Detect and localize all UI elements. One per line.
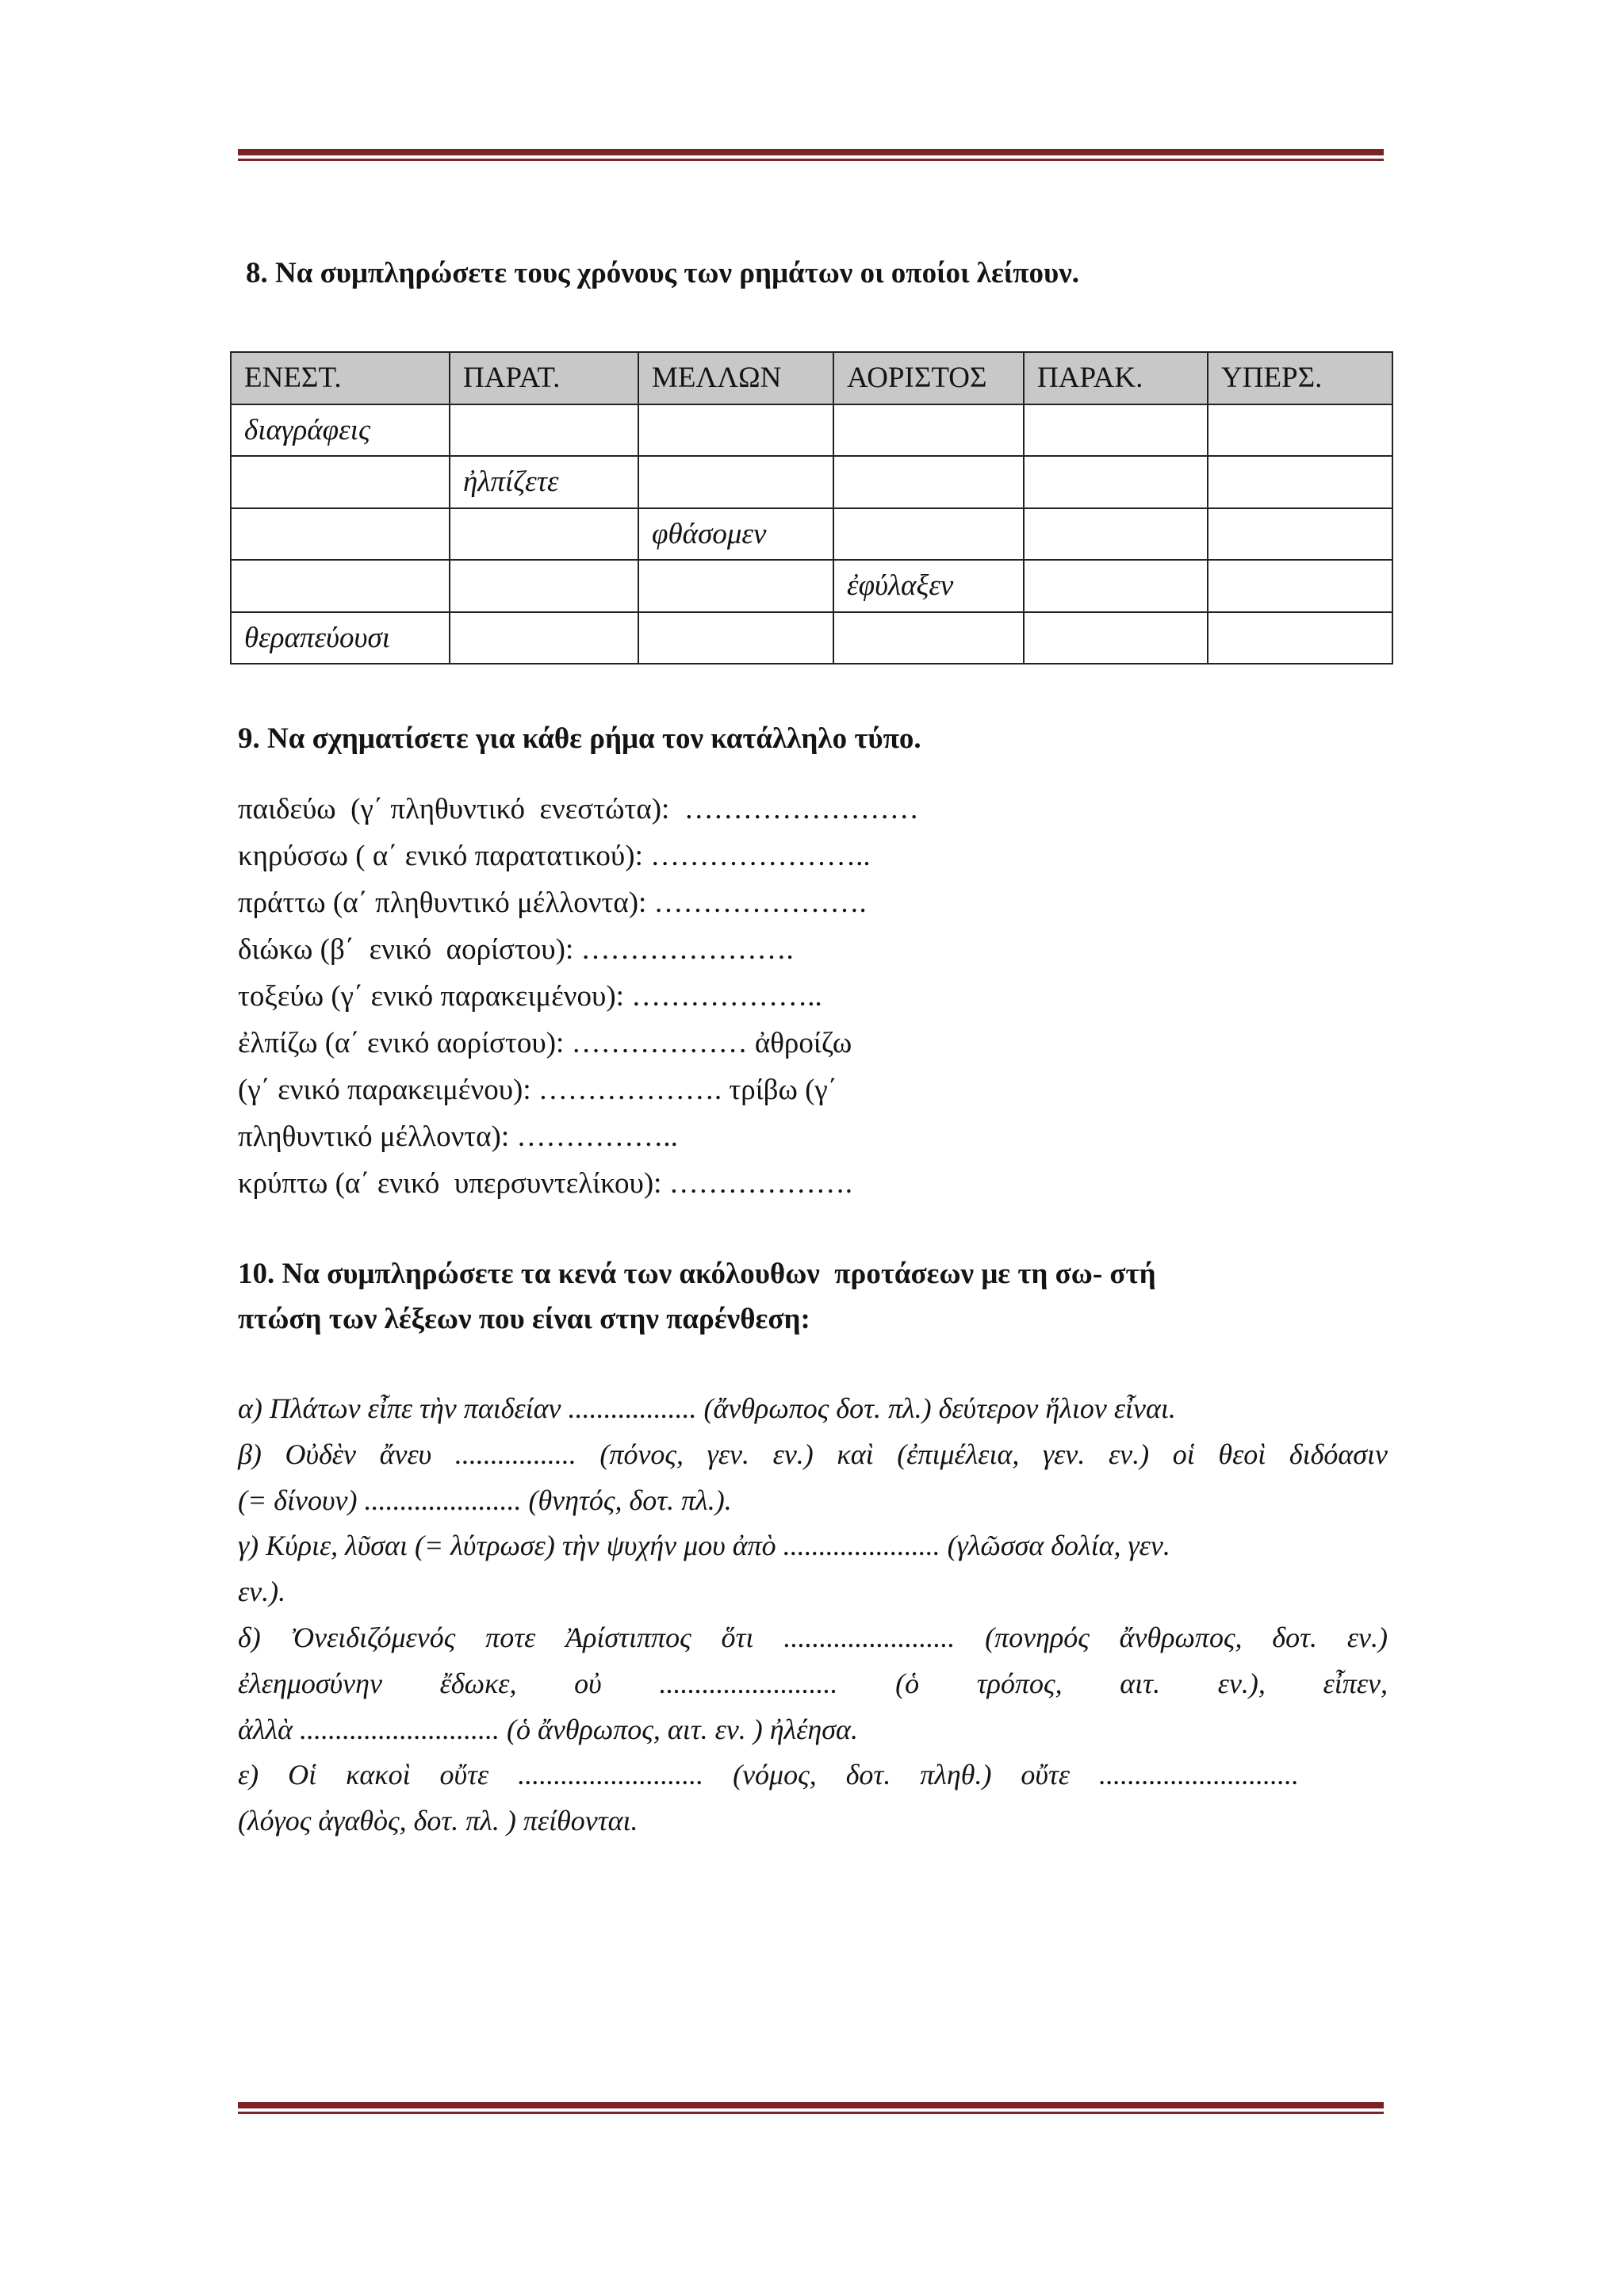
table-cell [1024, 404, 1208, 457]
exercise-9-line: κηρύσσω ( α΄ ενικό παρατατικού): ………………….. [238, 840, 871, 872]
table-header-cell: ΕΝΕΣΤ. [231, 352, 450, 404]
table-cell [231, 508, 450, 561]
exercise-9-line: διώκω (β΄ ενικό αορίστου): …………………. [238, 933, 794, 966]
table-cell: θεραπεύουσι [231, 612, 450, 664]
table-header-cell: ΥΠΕΡΣ. [1208, 352, 1392, 404]
table-header-cell: ΠΑΡΑΤ. [450, 352, 638, 404]
table-cell [1024, 456, 1208, 508]
exercise-9-line: παιδεύω (γ΄ πληθυντικό ενεστώτα): …………………… [238, 793, 919, 825]
table-cell [833, 508, 1024, 561]
exercise-9-line: πληθυντικό μέλλοντα): …………….. [238, 1120, 678, 1153]
table-cell [833, 456, 1024, 508]
table-cell [833, 404, 1024, 457]
table-row [231, 404, 1392, 457]
table-row [231, 560, 1392, 612]
exercise-10-line: εν.). [238, 1576, 286, 1608]
exercise-10-line: γ) Κύριε, λῦσαι (= λύτρωσε) τὴν ψυχήν μου ἀπὸ ...................... (γλῶσσα δολία, γεν. [238, 1530, 1170, 1562]
table-cell [1024, 612, 1208, 664]
table-header-cell: ΑΟΡΙΣΤΟΣ [833, 352, 1024, 404]
table-header-cell: ΠΑΡΑΚ. [1024, 352, 1208, 404]
table-cell [638, 404, 833, 457]
table-cell [1024, 508, 1208, 561]
exercise-10-line: (λόγος ἀγαθὸς, δοτ. πλ. ) πείθονται. [238, 1805, 638, 1837]
exercise-10-line: ἐλεημοσύνην ἔδωκε, οὐ ......................... (ὁ τρόπος, αιτ. εν.), εἶπεν, [238, 1667, 1388, 1699]
table-cell [1208, 404, 1392, 457]
exercise-9-line: κρύπτω (α΄ ενικό υπερσυντελίκου): ………………. [238, 1167, 852, 1200]
table-cell [231, 456, 450, 508]
exercise-10-heading-line: 10. Να συμπληρώσετε τα κενά των ακόλουθων προτάσεων με τη σω- στή [238, 1258, 1156, 1290]
exercise-10-body [238, 1386, 1388, 1844]
bottom-decorative-rule [238, 2102, 1384, 2114]
table-cell [450, 508, 638, 561]
exercise-9-line: (γ΄ ενικό παρακειμένου): ………………. τρίβω (γ΄ [238, 1074, 838, 1106]
table-header-row [231, 352, 1392, 404]
table-cell [450, 612, 638, 664]
exercise-9-line: ἐλπίζω (α΄ ενικό αορίστου): ……………… ἀθροίζω [238, 1027, 852, 1059]
table-cell [638, 560, 833, 612]
exercise-10-line: ε) Οἱ κακοὶ οὔτε .......................... (νόμος, δοτ. πληθ.) οὔτε ............................ [238, 1759, 1299, 1791]
table-row [231, 456, 1392, 508]
table-cell [231, 560, 450, 612]
exercise-10-heading-line: πτώση των λέξεων που είναι στην παρένθεση: [238, 1303, 810, 1335]
table-cell: ἠλπίζετε [450, 456, 638, 508]
table-row [231, 508, 1392, 561]
table-cell [1208, 560, 1392, 612]
exercise-10-heading [238, 1251, 1388, 1342]
table-header-cell: ΜΕΛΛΩΝ [638, 352, 833, 404]
table-row [231, 612, 1392, 664]
table-cell [1208, 612, 1392, 664]
table-cell: ἐφύλαξεν [833, 560, 1024, 612]
top-decorative-rule [238, 149, 1384, 161]
exercise-10-line: (= δίνουν) ...................... (θνητός, δοτ. πλ.). [238, 1484, 732, 1516]
table-cell [638, 456, 833, 508]
table-cell [1208, 456, 1392, 508]
exercise-9-line: πράττω (α΄ πληθυντικό μέλλοντα): …………………. [238, 887, 867, 919]
table-cell [1024, 560, 1208, 612]
exercise-10-line: β) Οὐδὲν ἄνευ ................. (πόνος, γεν. εν.) καὶ (ἐπιμέλεια, γεν. εν.) οἱ θεοὶ διδόασιν [238, 1438, 1388, 1470]
table-cell [1208, 508, 1392, 561]
table-cell [450, 560, 638, 612]
exercise-10-line: ἀλλὰ ............................ (ὁ ἄνθρωπος, αιτ. εν. ) ἠλέησα. [238, 1713, 858, 1745]
table-cell [638, 612, 833, 664]
exercise-9-line: τοξεύω (γ΄ ενικό παρακειμένου): ……………….. [238, 980, 822, 1013]
exercise-9-heading: 9. Να σχηματίσετε για κάθε ρήμα τον κατάλληλο τύπο. [238, 722, 921, 755]
exercise-10-line: α) Πλάτων εἶπε τὴν παιδείαν .................. (ἄνθρωπος δοτ. πλ.) δεύτερον ἥλιον εἶναι. [238, 1392, 1176, 1424]
table-cell [833, 612, 1024, 664]
exercise-10-line: δ) Ὀνειδιζόμενός ποτε Ἀρίστιππος ὅτι ........................ (πονηρός ἄνθρωπος, δοτ. εν.) [238, 1621, 1388, 1653]
exercise-9-body [238, 786, 1388, 1207]
table-cell [450, 404, 638, 457]
exercise-8-heading: 8. Να συμπληρώσετε τους χρόνους των ρημάτων οι οποίοι λείπουν. [246, 257, 1079, 289]
table-cell: διαγράφεις [231, 404, 450, 457]
table-cell: φθάσομεν [638, 508, 833, 561]
verb-tenses-table [230, 351, 1393, 664]
